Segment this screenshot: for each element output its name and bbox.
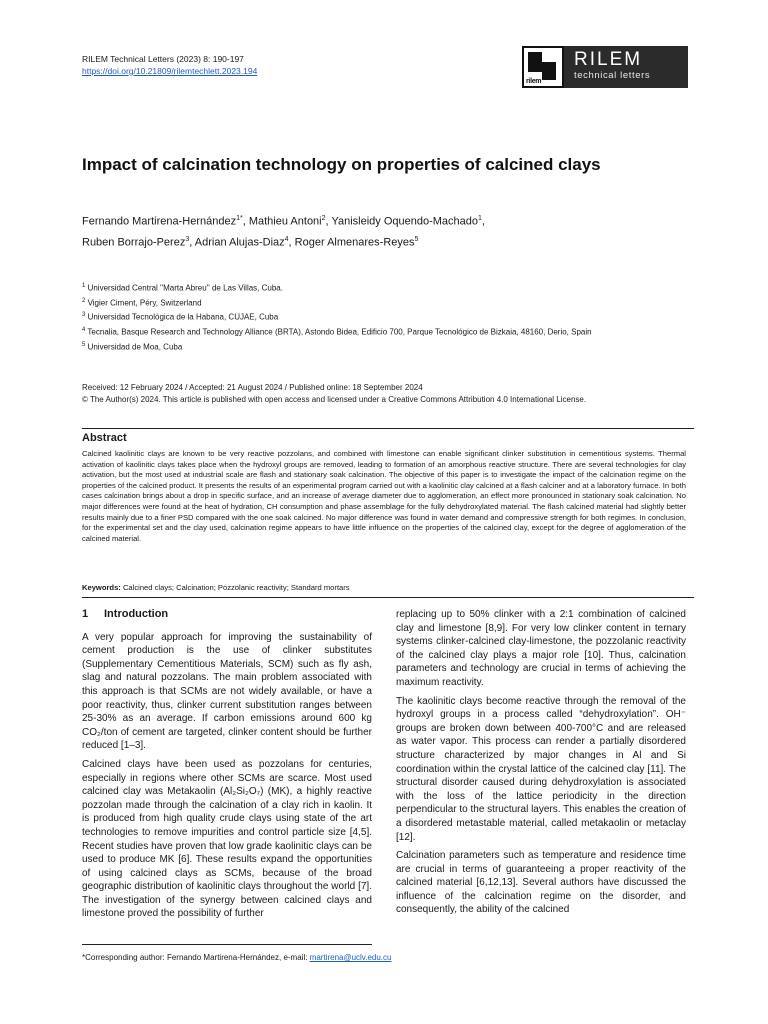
affiliation-item: $^5$ Universidad de Moa, Cuba <box>82 341 183 352</box>
journal-reference: RILEM Technical Letters (2023) 8: 190-197 <box>82 54 244 64</box>
author-name: Fernando Martirena-Hernández <box>82 215 237 228</box>
body-paragraph: A very popular approach for improving the sustainability of cement production is the use of clinker substitutes (Supplementary Cementitious Materials, SCM) such as fly ash, slag and natural pozzolans. The main problem associated with this approach is that SCMs are not widely available, or have a poor reactivity, thus, clinker current substitution ranges between 25-30% as an average. If carbon emissions around 600 kg CO₂/ton of cement are targeted, clinker content should be further reduced [1–3]. <box>82 631 372 752</box>
journal-citation <box>82 54 257 77</box>
footnote-text: *Corresponding author: Fernando Martirena-Hernández, e-mail: <box>82 953 310 962</box>
author-list <box>82 210 682 251</box>
author-name: Adrian Alujas-Diaz <box>194 236 285 249</box>
abstract-text: Calcined kaolinitic clays are known to be very reactive pozzolans, and combined with limestone can enable significant clinker substitution in cementitious systems. Thermal activation of kaolinitic clays takes place when the hydroxyl groups are removed, leading to formation of an amorphous reactive structure. There are several technologies for clay activation, but the most used at industrial scale are flash and stationary soak calcination. The objective of this paper is to investigate the impact of the calcination regime on the properties of the calcined product. It presents the results of an experimental program carried out with a kaolinitic clay calcined at a flash calciner and at a laboratory furnace. In both cases calcination brings about a drop in specific surface, and an increase of average diameter due to agglomeration, an effect more pronounced in stationary soak calcination. No major differences were found at the heat of hydration, CH consumption and phase assemblage for the fully dehydroxylated material. The flash calcined material had slightly better results mainly due to a finer PSD compared with the one soak calcined. No major difference was found in water demand and compressive strength for both regimes. In conclusion, for the experimental set and the clay used, calcination regime appears to have little influence on the properties of the calcined clay, except for the degree of agglomeration of the calcined material. <box>82 449 686 543</box>
logo-mini-text: rilem <box>526 78 542 85</box>
license-line: © The Author(s) 2024. This article is published with open access and licensed under a Creative Commons Attribution 4.0 International License. <box>82 395 587 404</box>
abstract-top-rule <box>82 428 694 429</box>
section-number: 1 <box>82 608 89 620</box>
section-heading <box>82 608 372 622</box>
author-affiliation-mark: 2 <box>321 215 326 222</box>
body-paragraph: Calcined clays have been used as pozzolans for centuries, especially in regions where other SCMs are scarce. Most used calcined clay was Metakaolin (Al₂Si₂O₇) (MK), a highly reactive pozzolan made through the calcination of a clay rich in kaolin. It is produced from high quality crude clays using state of the art technologies to remove impurities and control particle size [4,5]. Recent studies have proven that low grade kaolinitic clays can be used to produce MK [6]. These results expand the opportunities of using calcined clays as SCMs, because of the broad geographic distribution of kaolinitic clays throughout the world [7]. The investigation of the synergy between calcined clays and limestone proved the possibility of further <box>82 758 372 920</box>
author-line-1: Fernando Martirena-Hernández$^{1*}$, Mathieu Antoni$^2$, Yanisleidy Oquendo-Machado$^1$, <box>82 215 485 228</box>
doi-link[interactable]: https://doi.org/10.21809/rilemtechlett.2023.194 <box>82 65 258 76</box>
author-affiliation-mark: 1 <box>478 215 482 222</box>
logo-main-text: RILEM <box>574 49 643 70</box>
body-paragraph: The kaolinitic clays become reactive through the removal of the hydroxyl groups in a process called “dehydroxylation”. OH⁻ groups are broken down between 400-700°C and are released as water vapor. This process can render a partially disordered structure characterized by major changes in Al and Si coordination within the crystal lattice of the calcined clay [11]. The structural disorder caused during dehydroxylation is associated with the loss of the lattice periodicity in the direction perpendicular to the structural layers. This enables the creation of a disordered metastable material, called metakaolin or metaclay [12]. <box>396 695 686 843</box>
abstract-heading: Abstract <box>82 432 127 444</box>
article-title: Impact of calcination technology on properties of calcined clays <box>82 155 601 174</box>
author-affiliation-mark: 4 <box>284 235 289 243</box>
keywords <box>82 583 686 593</box>
body-column-right <box>396 608 686 922</box>
corresponding-author-footnote <box>82 953 391 962</box>
affiliation-item: $^4$ Tecnalia, Basque Research and Technology Alliance (BRTA), Astondo Bidea, Edificio 700, Parque Tecnológico de Bizkaia, 48160, Derio, Spain <box>82 326 592 337</box>
affiliation-item: $^2$ Vigier Ciment, Péry, Switzerland <box>82 297 202 308</box>
rilem-logo-mark <box>522 46 564 88</box>
author-name: Roger Almenares-Reyes <box>294 236 415 249</box>
logo-sub-text: technical letters <box>574 70 651 81</box>
author-name: Ruben Borrajo-Perez <box>82 236 186 249</box>
author-email-link[interactable]: martirena@uclv.edu.cu <box>309 953 392 962</box>
footnote-rule <box>82 944 372 945</box>
author-name: Mathieu Antoni <box>248 215 322 228</box>
body-paragraph: replacing up to 50% clinker with a 2:1 combination of calcined clay and limestone [8,9]. For very low clinker content in ternary systems clinker-calcined clay-limestone, the pozzolanic reactivity of the calcined clay plays a major role [10]. Thus, calcination parameters and technology are crucial in terms of achieving the maximum reactivity. <box>396 609 686 688</box>
logo-wordmark <box>564 46 688 88</box>
affiliation-list <box>82 280 702 353</box>
body-column-left <box>82 608 372 926</box>
keywords-list: Calcined clays; Calcination; Pozzolanic reactivity; Standard mortars <box>122 583 350 592</box>
author-affiliation-mark: 3 <box>185 235 190 243</box>
rilem-logo <box>522 46 688 88</box>
keywords-bottom-rule <box>82 597 694 598</box>
body-paragraph: Calcination parameters such as temperature and residence time are crucial in terms of guaranteeing a proper reactivity of the calcined material [6,12,13]. Several authors have discussed the influence of the calcination regime on the disorder, and consequently, the ability of the calcined <box>396 850 686 916</box>
dates-line: Received: 12 February 2024 / Accepted: 21 August 2024 / Published online: 18 September 2024 <box>82 383 423 392</box>
author-affiliation-mark: 1* <box>236 215 243 222</box>
affiliation-item: $^1$ Universidad Central ''Marta Abreu'' de Las Villas, Cuba. <box>82 283 283 293</box>
affiliation-item: $^3$ Universidad Tecnológica de la Habana, CUJAE, Cuba <box>82 312 279 322</box>
publication-dates <box>82 382 702 406</box>
keywords-label: Keywords: <box>82 583 121 592</box>
section-title: Introduction <box>104 608 169 620</box>
author-affiliation-mark: 5 <box>414 235 419 243</box>
author-name: Yanisleidy Oquendo-Machado <box>331 215 479 228</box>
author-line-2: Ruben Borrajo-Perez$^3$, Adrian Alujas-Diaz$^4$, Roger Almenares-Reyes$^5$ <box>82 235 419 249</box>
